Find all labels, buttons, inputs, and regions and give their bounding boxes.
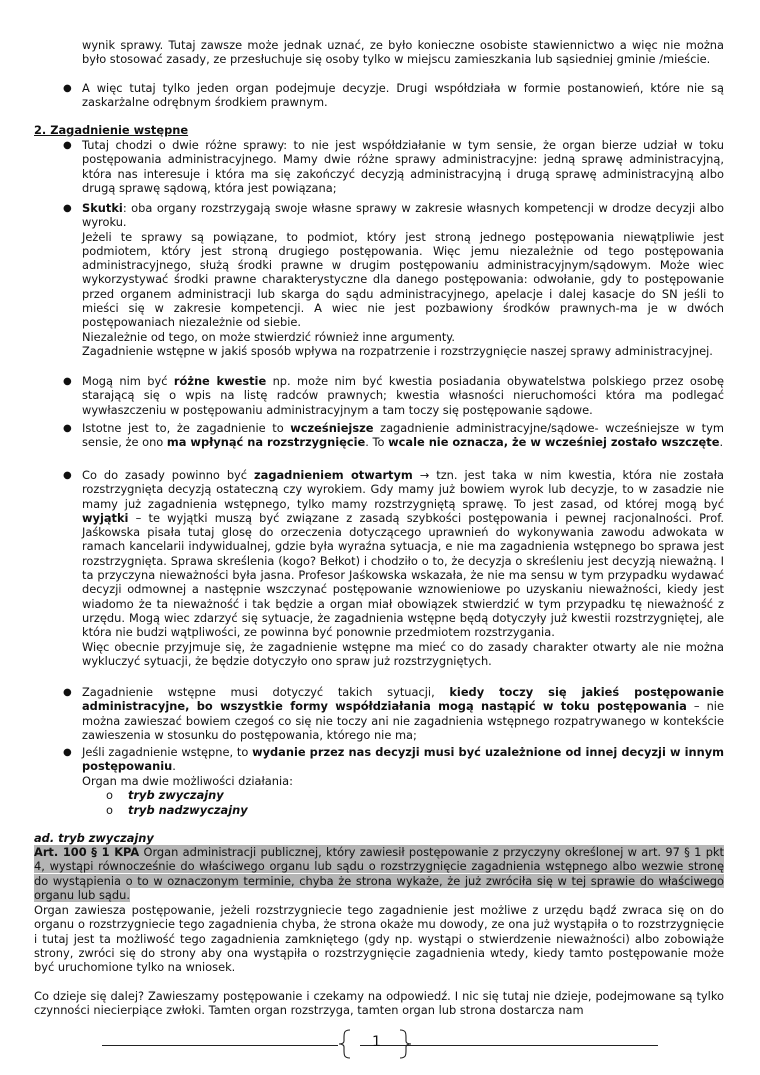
- bullet-paragraph: Zagadnienie wstępne w jakiś sposób wpływa na rozpatrzenie i rozstrzygnięcie naszej sprawy administracyjnej.: [82, 343, 713, 358]
- bold-term: ma wpłynąć na rozstrzygnięcie: [166, 435, 366, 450]
- article-label: Art. 100 § 1 KPA: [34, 845, 140, 859]
- bold-term: wcześniejsze: [290, 421, 374, 435]
- bullet-paragraph: Organ ma dwie możliwości działania:: [82, 773, 293, 788]
- bullet-paragraph: [82, 685, 724, 742]
- bullet-paragraph: Jeżeli te sprawy są powiązane, to podmiot, który jest stroną jednego postępowania niewątpliwie jest podmiotem, który jest stroną drugiego postępowania. Więc jemu niezależnie od tego postępowania administracyjnego, służą środki prawne w drugim postępowaniu administracyjnym/sądowym. Może wiec wykorzystywać środki prawne charakterystyczne dla danego postępowania: odwołanie, gdy to postępowanie przed organem administracji lub skarga do sądu administracyjnego, apelacje i dalej kasacje do SN jeśli to mieści się w zakresie kompetencji. A wiec nie jest pozbawiony środków prawnych-ma je w dwóch postępowaniach niezależnie od siebie.: [82, 229, 724, 330]
- bullet-icon: ●: [63, 423, 72, 434]
- sub-bullet-icon: o: [106, 803, 113, 817]
- sub-list-item: tryb nadzwyczajny: [128, 803, 248, 817]
- bold-term: zagadnieniem otwartym: [254, 468, 413, 482]
- text-run: Jeśli zagadnienie wstępne, to: [82, 745, 253, 759]
- bold-term: różne kwestie: [173, 374, 267, 388]
- text-run: .: [719, 435, 724, 450]
- bullet-block: [82, 468, 724, 668]
- text-run: Zagadnienie wstępne musi dotyczyć takich sytuacji,: [82, 685, 450, 699]
- bullet-icon: ●: [63, 140, 72, 151]
- bullet-paragraph: [82, 374, 724, 417]
- bullet-paragraph: Tutaj chodzi o dwie różne sprawy: to nie jest współdziałanie w tym sensie, że organ bierze udział w toku postępowania administracyjnego. Mamy dwie różne sprawy administracyjne: jedną sprawę administracyjną, która nas interesuje i która ma się zakończyć decyzją administracyjną i drugą sprawę administracyjną albo drugą sprawę sądową, która jest powiązana;: [82, 138, 724, 195]
- bullet-paragraph: Niezależnie od tego, on może stwierdzić również inne argumenty.: [82, 329, 456, 344]
- bullet-icon: ●: [63, 747, 72, 758]
- bold-term: Skutki: [82, 201, 123, 215]
- text-run: Istotne jest to, że zagadnienie to: [82, 421, 291, 435]
- article-text: Organ administracji publicznej, który zawiesił postępowanie z przyczyny określonej w art. 97 § 1 pkt 4, wystąpi równocześnie do właściwego organu lub sądu o rozstrzygnięcie zagadnienia wstępnego albo wezwie stronę do wystąpienia o to w oznaczonym terminie, chyba że strona wykaże, że już zwróciła się w tej sprawie do właściwego organu lub sądu.: [34, 845, 724, 902]
- bullet-icon: ●: [63, 376, 72, 387]
- bullet-paragraph: [82, 745, 724, 774]
- bullet-icon: ●: [63, 470, 72, 481]
- bold-term: wydanie przez nas decyzji musi być uzależnione od innej decyzji w innym postępowaniu: [82, 745, 724, 774]
- text-run: Mogą nim być: [82, 374, 174, 388]
- arrow-icon: →: [412, 468, 437, 482]
- bold-term: wcale nie oznacza, że w wcześniej zostało wszczęte: [388, 435, 720, 450]
- text-run: – nie można zawieszać bowiem czegoś co się nie toczy ani nie zagadnienia wstępnego rozpatrywanego w kontekście zawieszenia w stosunku do postępowania, którego nie ma;: [82, 699, 724, 742]
- text-run: np. może nim być kwestia posiadania obywatelstwa polskiego przez osobę starającą się o wpis na listę radców prawnych; kwestia własności nieruchomości która ma podlegać wywłaszczeniu w postępowaniu administracyjnym a tam toczy się postępowanie sądowe.: [82, 374, 724, 417]
- bullet-block: [82, 201, 724, 358]
- bullet-icon: ●: [63, 687, 72, 698]
- text-run: . To: [365, 435, 389, 450]
- paragraph: Organ zawiesza postępowanie, jeżeli rozstrzygniecie tego zagadnienie jest możliwe z urzędu bądź zwraca się on do organu o rozstrzygniecie tego zagadnienia chyba, że strona okaże mu dowody, ze ona już wystąpiła o to rozstrzygnięcie i tutaj jest ta możliwość tego zagadnienia zamkniętego (gdy np. wystąpi o stwierdzenie nieważności) albo zobowiąże strony, zwróci się do strony aby ona wystąpiła o rozstrzygnięcie zagadnienia wtedy, kiedy tamto postępowanie może być uruchomione tylko na wniosek.: [34, 903, 724, 975]
- bullet-paragraph: [82, 421, 724, 450]
- bullet-paragraph: [82, 468, 724, 640]
- bullet-block: [82, 745, 724, 788]
- bullet-paragraph: [82, 201, 724, 230]
- text-run: Co do zasady powinno być: [82, 468, 255, 482]
- bullet-paragraph: Więc obecnie przyjmuje się, że zagadnienie wstępne ma mieć co do zasady charakter otwarty ale nie można wykluczyć sytuacji, że będzie dotyczyło ono spraw już rozstrzygniętych.: [82, 639, 724, 668]
- text-run: : oba organy rozstrzygają swoje własne sprawy w zakresie własnych kompetencji w drodze decyzji albo wyroku.: [82, 201, 724, 230]
- footer-rule-left: [102, 1045, 338, 1046]
- bullet-icon: ●: [63, 203, 72, 214]
- highlighted-article: [34, 845, 724, 902]
- sub-bullet-icon: o: [106, 788, 113, 802]
- subsection-heading: ad. tryb zwyczajny: [34, 831, 154, 845]
- bold-term: wyjątki: [82, 510, 129, 525]
- page-number: 1: [372, 1034, 381, 1050]
- paragraph-continued: wynik sprawy. Tutaj zawsze może jednak uznać, ze było konieczne osobiste stawiennictwo a więc nie można było stosować zasady, ze przesłuchuje się osoby tylko w miejscu zamieszkania lub sąsiedniej gminie /mieście.: [82, 38, 724, 67]
- sub-list-item: tryb zwyczajny: [128, 788, 224, 802]
- bold-term: kiedy toczy się jakieś postępowanie administracyjne, bo wszystkie formy współdziałania mogą nastąpić w toku postępowania: [82, 685, 724, 714]
- text-run: zagadnienie administracyjne/sądowe- wcześniejsze w tym sensie, że ono: [82, 421, 724, 450]
- right-brace-icon: [398, 1029, 412, 1059]
- bullet-icon: ●: [63, 83, 72, 94]
- section-heading: 2. Zagadnienie wstępne: [34, 123, 189, 137]
- left-brace-icon: [338, 1029, 352, 1059]
- article-quote: [34, 845, 724, 902]
- text-run: .: [172, 759, 176, 774]
- paragraph: Co dzieje się dalej? Zawieszamy postępowanie i czekamy na odpowiedź. I nic się tutaj nie dzieje, podejmowane są tylko czynności niecierpiące zwłoki. Tamten organ rozstrzyga, tamten organ lub strona dostarcza nam: [34, 989, 724, 1018]
- text-run: – te wyjątki muszą być związane z zasadą szybkości postępowania i pewnej racjonalności. Prof. Jaśkowska pisała tutaj glosę do orzeczenia dotyczącego uprawnień do wykonywania zawodu adwokata w ramach kancelarii indywidualnej, gdzie była wyraźna sytuacja, e nie ma zagadnienia wstępnego bo sprawa jest rozstrzygnięta. Sprawa skreślenia (kogo? Bełkot) i chodziło o to, że decyzja o skreśleniu jest decyzją nieważną. I ta przyczyna nieważności była jasna. Profesor Jaśkowska wskazała, że nie ma sensu w tym przypadku wydawać decyzji odmownej a następnie wszczynać postępowanie wznowieniowe po uzyskaniu nieważności, kiedy jest wiadomo że ta nieważność i tak będzie a organ miał obowiązek stwierdzić w tym przypadku tę nieważność z urzędu. Mogą wiec zdarzyć się sytuacje, że zagadnienia wstępne będą dotyczyły już kwestii rozstrzygniętej, ale która nie budzi wątpliwości, ze powinna być ponownie przedmiotem rozstrzygania.: [82, 510, 724, 640]
- bullet-paragraph: A więc tutaj tylko jeden organ podejmuje decyzje. Drugi współdziała w formie postanowień, które nie są zaskarżalne odrębnym środkiem prawnym.: [82, 81, 724, 110]
- text-run: tzn. jest taka w nim kwestia, która nie została rozstrzygnięta decyzją ostateczną czy wyrokiem. Gdy mamy już bowiem wyrok lub decyzje, to w zasadzie nie mamy już zagadnienia wstępnego, tylko mamy rozstrzygniętą sprawę. To jest zasad, od której mogą być: [82, 468, 724, 511]
